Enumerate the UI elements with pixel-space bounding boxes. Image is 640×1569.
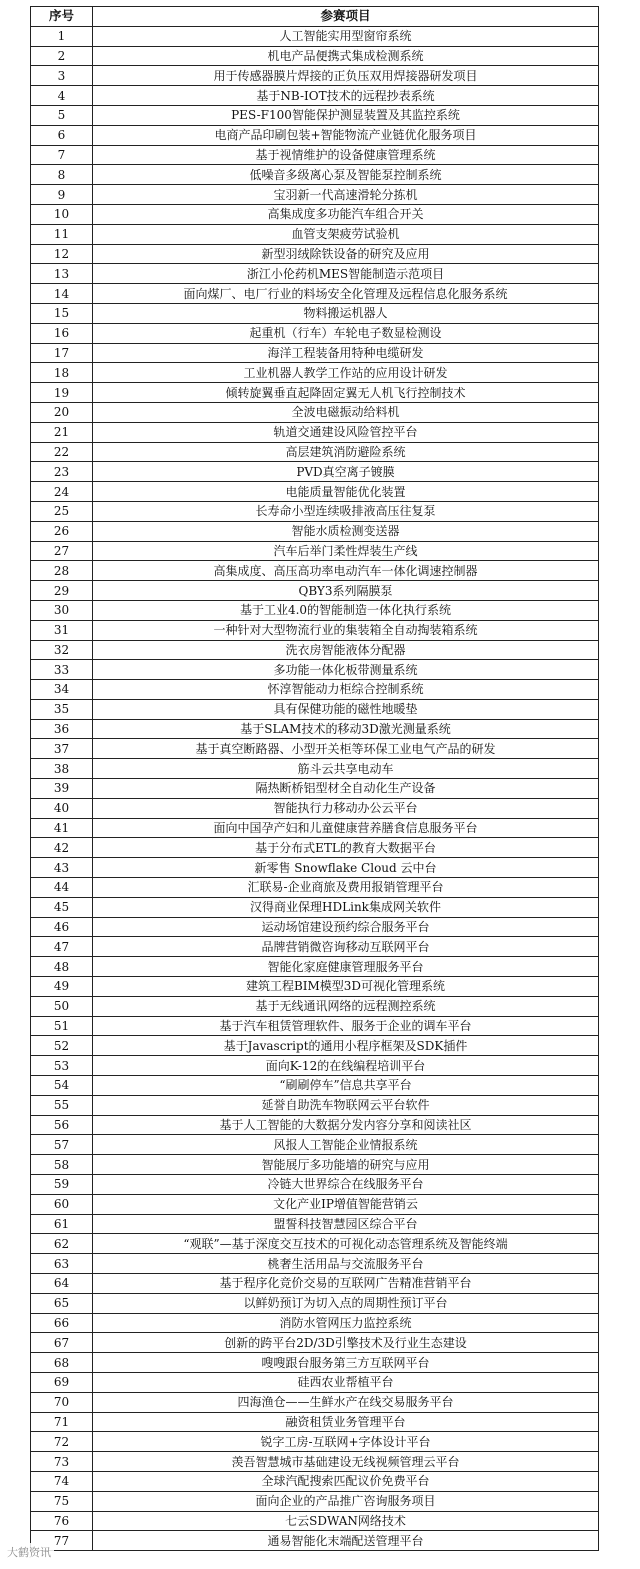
row-serial-number: 52 xyxy=(31,1036,93,1056)
table-row xyxy=(31,798,599,818)
row-serial-number: 13 xyxy=(31,264,93,284)
row-project-name: 具有保健功能的磁性地暖垫 xyxy=(93,699,599,719)
row-project-name: 血管支架疲劳试验机 xyxy=(93,224,599,244)
row-serial-number: 30 xyxy=(31,600,93,620)
row-serial-number: 11 xyxy=(31,224,93,244)
row-project-name: 新型羽绒除铁设备的研究及应用 xyxy=(93,244,599,264)
row-serial-number: 2 xyxy=(31,46,93,66)
table-row xyxy=(31,838,599,858)
row-serial-number: 15 xyxy=(31,303,93,323)
table-row xyxy=(31,462,599,482)
table-row xyxy=(31,1293,599,1313)
row-serial-number: 14 xyxy=(31,284,93,304)
row-serial-number: 50 xyxy=(31,996,93,1016)
table-row xyxy=(31,1076,599,1096)
row-serial-number: 16 xyxy=(31,323,93,343)
row-serial-number: 18 xyxy=(31,363,93,383)
row-project-name: 基于视情维护的设备健康管理系统 xyxy=(93,145,599,165)
row-project-name: 文化产业IP增值智能营销云 xyxy=(93,1194,599,1214)
table-row xyxy=(31,145,599,165)
table-row xyxy=(31,1175,599,1195)
row-project-name: 硅西农业帮植平台 xyxy=(93,1372,599,1392)
row-project-name: 新零售 Snowflake Cloud 云中台 xyxy=(93,858,599,878)
table-row xyxy=(31,699,599,719)
row-project-name: 人工智能实用型窗帘系统 xyxy=(93,26,599,46)
table-row xyxy=(31,1254,599,1274)
row-project-name: 基于Javascript的通用小程序框架及SDK插件 xyxy=(93,1036,599,1056)
table-row xyxy=(31,402,599,422)
row-serial-number: 34 xyxy=(31,680,93,700)
row-project-name: 工业机器人教学工作站的应用设计研发 xyxy=(93,363,599,383)
row-serial-number: 65 xyxy=(31,1293,93,1313)
row-serial-number: 37 xyxy=(31,739,93,759)
table-row xyxy=(31,66,599,86)
row-project-name: 基于NB-IOT技术的远程抄表系统 xyxy=(93,86,599,106)
row-project-name: “观联”—基于深度交互技术的可视化动态管理系统及智能终端 xyxy=(93,1234,599,1254)
row-project-name: 怀淳智能动力柜综合控制系统 xyxy=(93,680,599,700)
row-project-name: 羡吾智慧城市基础建设无线视频管理云平台 xyxy=(93,1452,599,1472)
row-project-name: 锐字工房-互联网+字体设计平台 xyxy=(93,1432,599,1452)
row-project-name: 延誉自助洗车物联网云平台软件 xyxy=(93,1095,599,1115)
table-row xyxy=(31,86,599,106)
table-row xyxy=(31,1471,599,1491)
table-row xyxy=(31,977,599,997)
table-row xyxy=(31,1036,599,1056)
row-project-name: 嗖嗖跟台服务第三方互联网平台 xyxy=(93,1353,599,1373)
table-row xyxy=(31,303,599,323)
table-row xyxy=(31,897,599,917)
row-project-name: PES-F100智能保护测显装置及其监控系统 xyxy=(93,105,599,125)
row-project-name: 消防水管网压力监控系统 xyxy=(93,1313,599,1333)
row-project-name: 全球汽配搜索匹配议价免费平台 xyxy=(93,1471,599,1491)
table-row xyxy=(31,1432,599,1452)
table-row xyxy=(31,1056,599,1076)
table-row xyxy=(31,878,599,898)
row-serial-number: 23 xyxy=(31,462,93,482)
row-project-name: 基于无线通讯网络的远程测控系统 xyxy=(93,996,599,1016)
table-row xyxy=(31,185,599,205)
table-row xyxy=(31,1452,599,1472)
row-project-name: 智能执行力移动办公云平台 xyxy=(93,798,599,818)
table-row xyxy=(31,541,599,561)
row-project-name: 海洋工程装备用特种电缆研发 xyxy=(93,343,599,363)
project-table xyxy=(30,6,599,1551)
table-row xyxy=(31,759,599,779)
row-project-name: 全波电磁振动给料机 xyxy=(93,402,599,422)
table-row xyxy=(31,719,599,739)
row-serial-number: 26 xyxy=(31,521,93,541)
row-serial-number: 21 xyxy=(31,422,93,442)
row-serial-number: 41 xyxy=(31,818,93,838)
row-serial-number: 6 xyxy=(31,125,93,145)
row-project-name: 基于人工智能的大数据分发内容分享和阅读社区 xyxy=(93,1115,599,1135)
row-project-name: 高层建筑消防避险系统 xyxy=(93,442,599,462)
table-row xyxy=(31,1274,599,1294)
row-serial-number: 77 xyxy=(31,1531,93,1551)
table-row xyxy=(31,1095,599,1115)
row-project-name: 智能水质检测变送器 xyxy=(93,521,599,541)
row-project-name: 智能展厅多功能墙的研究与应用 xyxy=(93,1155,599,1175)
row-serial-number: 9 xyxy=(31,185,93,205)
row-project-name: 高集成度、高压高功率电动汽车一体化调速控制器 xyxy=(93,561,599,581)
row-serial-number: 46 xyxy=(31,917,93,937)
row-project-name: 基于汽车租赁管理软件、服务于企业的调车平台 xyxy=(93,1016,599,1036)
table-row xyxy=(31,1353,599,1373)
table-row xyxy=(31,1115,599,1135)
row-serial-number: 24 xyxy=(31,482,93,502)
row-serial-number: 42 xyxy=(31,838,93,858)
header-serial-number: 序号 xyxy=(31,7,93,27)
row-project-name: 以鲜奶预订为切入点的周期性预订平台 xyxy=(93,1293,599,1313)
table-row xyxy=(31,284,599,304)
row-serial-number: 31 xyxy=(31,620,93,640)
row-serial-number: 3 xyxy=(31,66,93,86)
table-row xyxy=(31,600,599,620)
row-project-name: 七云SDWAN网络技术 xyxy=(93,1511,599,1531)
row-serial-number: 48 xyxy=(31,957,93,977)
row-project-name: 面向中国孕产妇和儿童健康营养膳食信息服务平台 xyxy=(93,818,599,838)
row-project-name: 基于真空断路器、小型开关柜等环保工业电气产品的研发 xyxy=(93,739,599,759)
row-serial-number: 54 xyxy=(31,1076,93,1096)
row-serial-number: 58 xyxy=(31,1155,93,1175)
row-serial-number: 75 xyxy=(31,1491,93,1511)
table-row xyxy=(31,996,599,1016)
row-serial-number: 44 xyxy=(31,878,93,898)
table-row xyxy=(31,1333,599,1353)
table-row xyxy=(31,1214,599,1234)
table-row xyxy=(31,1511,599,1531)
row-serial-number: 64 xyxy=(31,1274,93,1294)
row-project-name: 筋斗云共享电动车 xyxy=(93,759,599,779)
row-project-name: 运动场馆建设预约综合服务平台 xyxy=(93,917,599,937)
row-serial-number: 73 xyxy=(31,1452,93,1472)
table-row xyxy=(31,858,599,878)
row-project-name: 浙江小伦药机MES智能制造示范项目 xyxy=(93,264,599,284)
table-row xyxy=(31,581,599,601)
row-project-name: 物料搬运机器人 xyxy=(93,303,599,323)
row-serial-number: 1 xyxy=(31,26,93,46)
row-project-name: 汇联易-企业商旅及费用报销管理平台 xyxy=(93,878,599,898)
table-row xyxy=(31,680,599,700)
table-row xyxy=(31,957,599,977)
row-serial-number: 19 xyxy=(31,383,93,403)
row-serial-number: 4 xyxy=(31,86,93,106)
table-row xyxy=(31,204,599,224)
row-serial-number: 25 xyxy=(31,501,93,521)
table-row xyxy=(31,1313,599,1333)
row-project-name: 汽车后举门柔性焊装生产线 xyxy=(93,541,599,561)
row-serial-number: 40 xyxy=(31,798,93,818)
row-project-name: 洗衣房智能液体分配器 xyxy=(93,640,599,660)
table-row xyxy=(31,937,599,957)
row-serial-number: 67 xyxy=(31,1333,93,1353)
row-serial-number: 69 xyxy=(31,1372,93,1392)
row-project-name: 建筑工程BIM模型3D可视化管理系统 xyxy=(93,977,599,997)
row-serial-number: 59 xyxy=(31,1175,93,1195)
row-project-name: 电商产品印刷包装+智能物流产业链优化服务项目 xyxy=(93,125,599,145)
table-row xyxy=(31,442,599,462)
row-serial-number: 74 xyxy=(31,1471,93,1491)
row-serial-number: 22 xyxy=(31,442,93,462)
table-row xyxy=(31,501,599,521)
row-serial-number: 70 xyxy=(31,1392,93,1412)
table-row xyxy=(31,561,599,581)
row-project-name: 基于SLAM技术的移动3D激光测量系统 xyxy=(93,719,599,739)
table-row xyxy=(31,818,599,838)
row-serial-number: 38 xyxy=(31,759,93,779)
row-serial-number: 47 xyxy=(31,937,93,957)
participant-project-table-sheet xyxy=(30,6,598,1551)
table-row xyxy=(31,779,599,799)
row-project-name: 基于分布式ETL的教育大数据平台 xyxy=(93,838,599,858)
row-project-name: 机电产品便携式集成检测系统 xyxy=(93,46,599,66)
table-row xyxy=(31,1016,599,1036)
row-serial-number: 61 xyxy=(31,1214,93,1234)
row-serial-number: 33 xyxy=(31,660,93,680)
table-row xyxy=(31,1372,599,1392)
row-project-name: 盟誓科技智慧园区综合平台 xyxy=(93,1214,599,1234)
row-project-name: QBY3系列隔膜泵 xyxy=(93,581,599,601)
row-project-name: 智能化家庭健康管理服务平台 xyxy=(93,957,599,977)
row-project-name: 风报人工智能企业情报系统 xyxy=(93,1135,599,1155)
table-row xyxy=(31,165,599,185)
table-row xyxy=(31,660,599,680)
row-serial-number: 56 xyxy=(31,1115,93,1135)
row-serial-number: 27 xyxy=(31,541,93,561)
row-project-name: 长寿命小型连续吸排液高压往复泵 xyxy=(93,501,599,521)
table-row xyxy=(31,105,599,125)
row-serial-number: 17 xyxy=(31,343,93,363)
table-row xyxy=(31,482,599,502)
row-serial-number: 8 xyxy=(31,165,93,185)
row-project-name: 面向企业的产品推广咨询服务项目 xyxy=(93,1491,599,1511)
row-serial-number: 7 xyxy=(31,145,93,165)
row-project-name: 面向煤厂、电厂行业的料场安全化管理及远程信息化服务系统 xyxy=(93,284,599,304)
row-project-name: 通易智能化末端配送管理平台 xyxy=(93,1531,599,1551)
row-serial-number: 66 xyxy=(31,1313,93,1333)
row-project-name: 融资租赁业务管理平台 xyxy=(93,1412,599,1432)
row-project-name: 基于程序化竞价交易的互联网广告精准营销平台 xyxy=(93,1274,599,1294)
row-project-name: 桃奢生活用品与交流服务平台 xyxy=(93,1254,599,1274)
row-project-name: “刷刷停车”信息共享平台 xyxy=(93,1076,599,1096)
row-serial-number: 60 xyxy=(31,1194,93,1214)
table-row xyxy=(31,323,599,343)
row-serial-number: 72 xyxy=(31,1432,93,1452)
table-row xyxy=(31,224,599,244)
row-project-name: 起重机（行车）车轮电子数显检测设 xyxy=(93,323,599,343)
row-serial-number: 5 xyxy=(31,105,93,125)
row-serial-number: 36 xyxy=(31,719,93,739)
table-row xyxy=(31,125,599,145)
row-project-name: 基于工业4.0的智能制造一体化执行系统 xyxy=(93,600,599,620)
table-row xyxy=(31,363,599,383)
row-project-name: 冷链大世界综合在线服务平台 xyxy=(93,1175,599,1195)
table-row xyxy=(31,422,599,442)
row-serial-number: 62 xyxy=(31,1234,93,1254)
row-serial-number: 51 xyxy=(31,1016,93,1036)
row-serial-number: 45 xyxy=(31,897,93,917)
row-project-name: 倾转旋翼垂直起降固定翼无人机飞行控制技术 xyxy=(93,383,599,403)
table-row xyxy=(31,1194,599,1214)
row-serial-number: 68 xyxy=(31,1353,93,1373)
row-project-name: 一种针对大型物流行业的集装箱全自动掏装箱系统 xyxy=(93,620,599,640)
row-serial-number: 12 xyxy=(31,244,93,264)
row-serial-number: 63 xyxy=(31,1254,93,1274)
row-serial-number: 76 xyxy=(31,1511,93,1531)
table-row xyxy=(31,383,599,403)
table-row xyxy=(31,521,599,541)
table-body xyxy=(31,26,599,1550)
table-row xyxy=(31,1491,599,1511)
row-project-name: 品牌营销微咨询移动互联网平台 xyxy=(93,937,599,957)
row-project-name: 低噪音多级离心泵及智能泵控制系统 xyxy=(93,165,599,185)
table-row xyxy=(31,1155,599,1175)
table-row xyxy=(31,739,599,759)
row-serial-number: 71 xyxy=(31,1412,93,1432)
table-row xyxy=(31,46,599,66)
table-row xyxy=(31,1531,599,1551)
table-row xyxy=(31,343,599,363)
table-row xyxy=(31,264,599,284)
row-serial-number: 49 xyxy=(31,977,93,997)
header-project-name: 参赛项目 xyxy=(93,7,599,27)
table-row xyxy=(31,917,599,937)
row-serial-number: 29 xyxy=(31,581,93,601)
row-serial-number: 32 xyxy=(31,640,93,660)
row-project-name: 四海渔仓——生鲜水产在线交易服务平台 xyxy=(93,1392,599,1412)
row-project-name: 高集成度多功能汽车组合开关 xyxy=(93,204,599,224)
row-serial-number: 28 xyxy=(31,561,93,581)
row-serial-number: 20 xyxy=(31,402,93,422)
row-serial-number: 43 xyxy=(31,858,93,878)
table-row xyxy=(31,620,599,640)
table-row xyxy=(31,1135,599,1155)
table-row xyxy=(31,1392,599,1412)
row-serial-number: 35 xyxy=(31,699,93,719)
table-row xyxy=(31,640,599,660)
table-row xyxy=(31,1234,599,1254)
row-project-name: 用于传感器膜片焊接的正负压双用焊接器研发项目 xyxy=(93,66,599,86)
row-serial-number: 53 xyxy=(31,1056,93,1076)
row-project-name: 宝羽新一代高速滑轮分拣机 xyxy=(93,185,599,205)
row-project-name: 隔热断桥铝型材全自动化生产设备 xyxy=(93,779,599,799)
row-project-name: PVD真空离子镀膜 xyxy=(93,462,599,482)
table-row xyxy=(31,1412,599,1432)
row-project-name: 面向K-12的在线编程培训平台 xyxy=(93,1056,599,1076)
row-project-name: 创新的跨平台2D/3D引擎技术及行业生态建设 xyxy=(93,1333,599,1353)
table-header-row xyxy=(31,7,599,27)
row-project-name: 多功能一体化板带测量系统 xyxy=(93,660,599,680)
row-project-name: 轨道交通建设风险管控平台 xyxy=(93,422,599,442)
table-row xyxy=(31,26,599,46)
table-row xyxy=(31,244,599,264)
watermark-label: 大鹤资讯 xyxy=(4,1543,54,1561)
row-project-name: 汉得商业保理HDLink集成网关软件 xyxy=(93,897,599,917)
row-serial-number: 39 xyxy=(31,779,93,799)
row-project-name: 电能质量智能优化装置 xyxy=(93,482,599,502)
row-serial-number: 57 xyxy=(31,1135,93,1155)
row-serial-number: 55 xyxy=(31,1095,93,1115)
row-serial-number: 10 xyxy=(31,204,93,224)
